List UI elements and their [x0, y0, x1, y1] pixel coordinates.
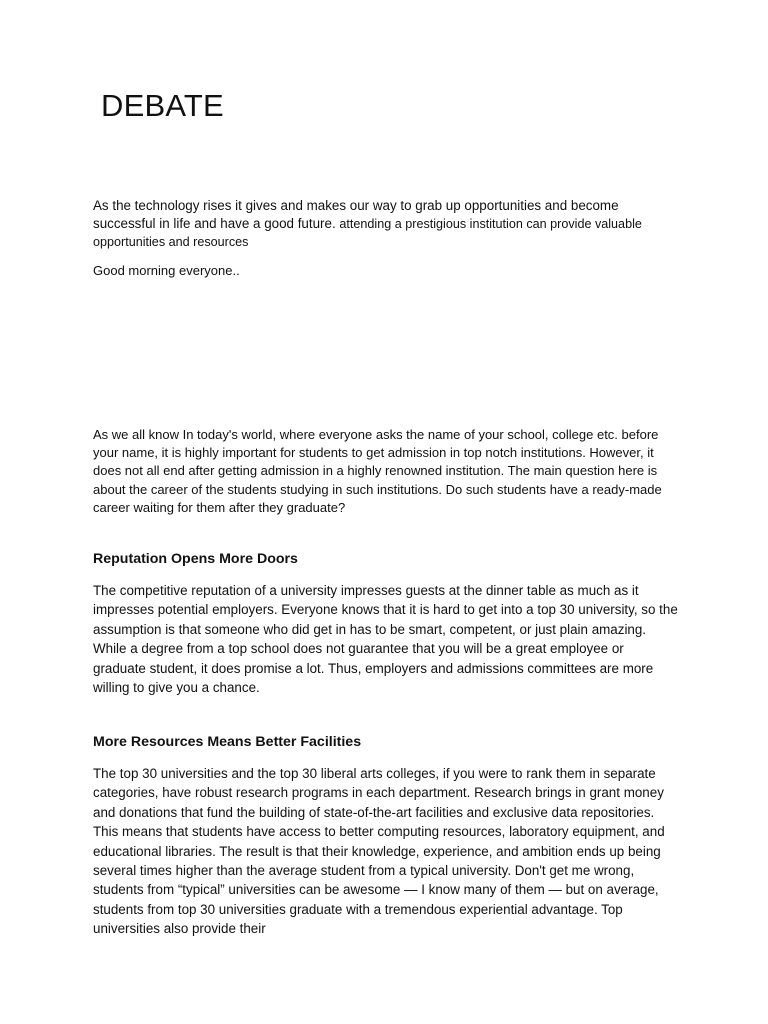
section-body-reputation: The competitive reputation of a university impresses guests at the dinner table as much as it impresses potential employers. Everyone knows that it is hard to get into a top 30 university, so the assumption is that someone who did get in has to be smart, competent, or just plain amazing. While a degree from a top school does not guarantee that you will be a great employee or graduate student, it does promise a lot. Thus, employers and admissions committees are more willing to give you a chance. [93, 583, 678, 696]
section-heading-resources: More Resources Means Better Facilities [93, 734, 362, 750]
document-title: DEBATE [101, 88, 224, 123]
section-body-resources: The top 30 universities and the top 30 liberal arts colleges, if you were to rank them in separate categories, have robust research programs in each department. Research brings in grant money and donations that fund the building of state-of-the-art facilities and exclusive data repositories. This means that students have access to better computing resources, laboratory equipment, and educational libraries. The result is that their knowledge, experience, and ambition ends up being several times higher than the average student from a typical university. Don't get me wrong, students from “typical” universities can be awesome — I know many of them — but on average, students from top 30 universities graduate with a tremendous experiential advantage. Top universities also provide their [93, 766, 665, 937]
opening-paragraph: As we all know In today's world, where everyone asks the name of your school, college etc. before your name, it is highly important for students to get admission in top notch institutions. However, it does not all end after getting admission in a highly renowned institution. The main question here is about the career of the students studying in such institutions. Do such students have a ready-made career waiting for them after they graduate? [93, 427, 662, 515]
intro-text-part1: As the technology rises it gives and makes our way to grab up opportunities and become successful in life and have a good future. [93, 198, 619, 232]
intro-text-part2: attending a prestigious institution can provide valuable opportunities and resources [93, 217, 642, 250]
greeting-line: Good morning everyone.. [93, 263, 240, 278]
intro-paragraph [93, 197, 679, 252]
section-heading-reputation: Reputation Opens More Doors [93, 551, 298, 567]
